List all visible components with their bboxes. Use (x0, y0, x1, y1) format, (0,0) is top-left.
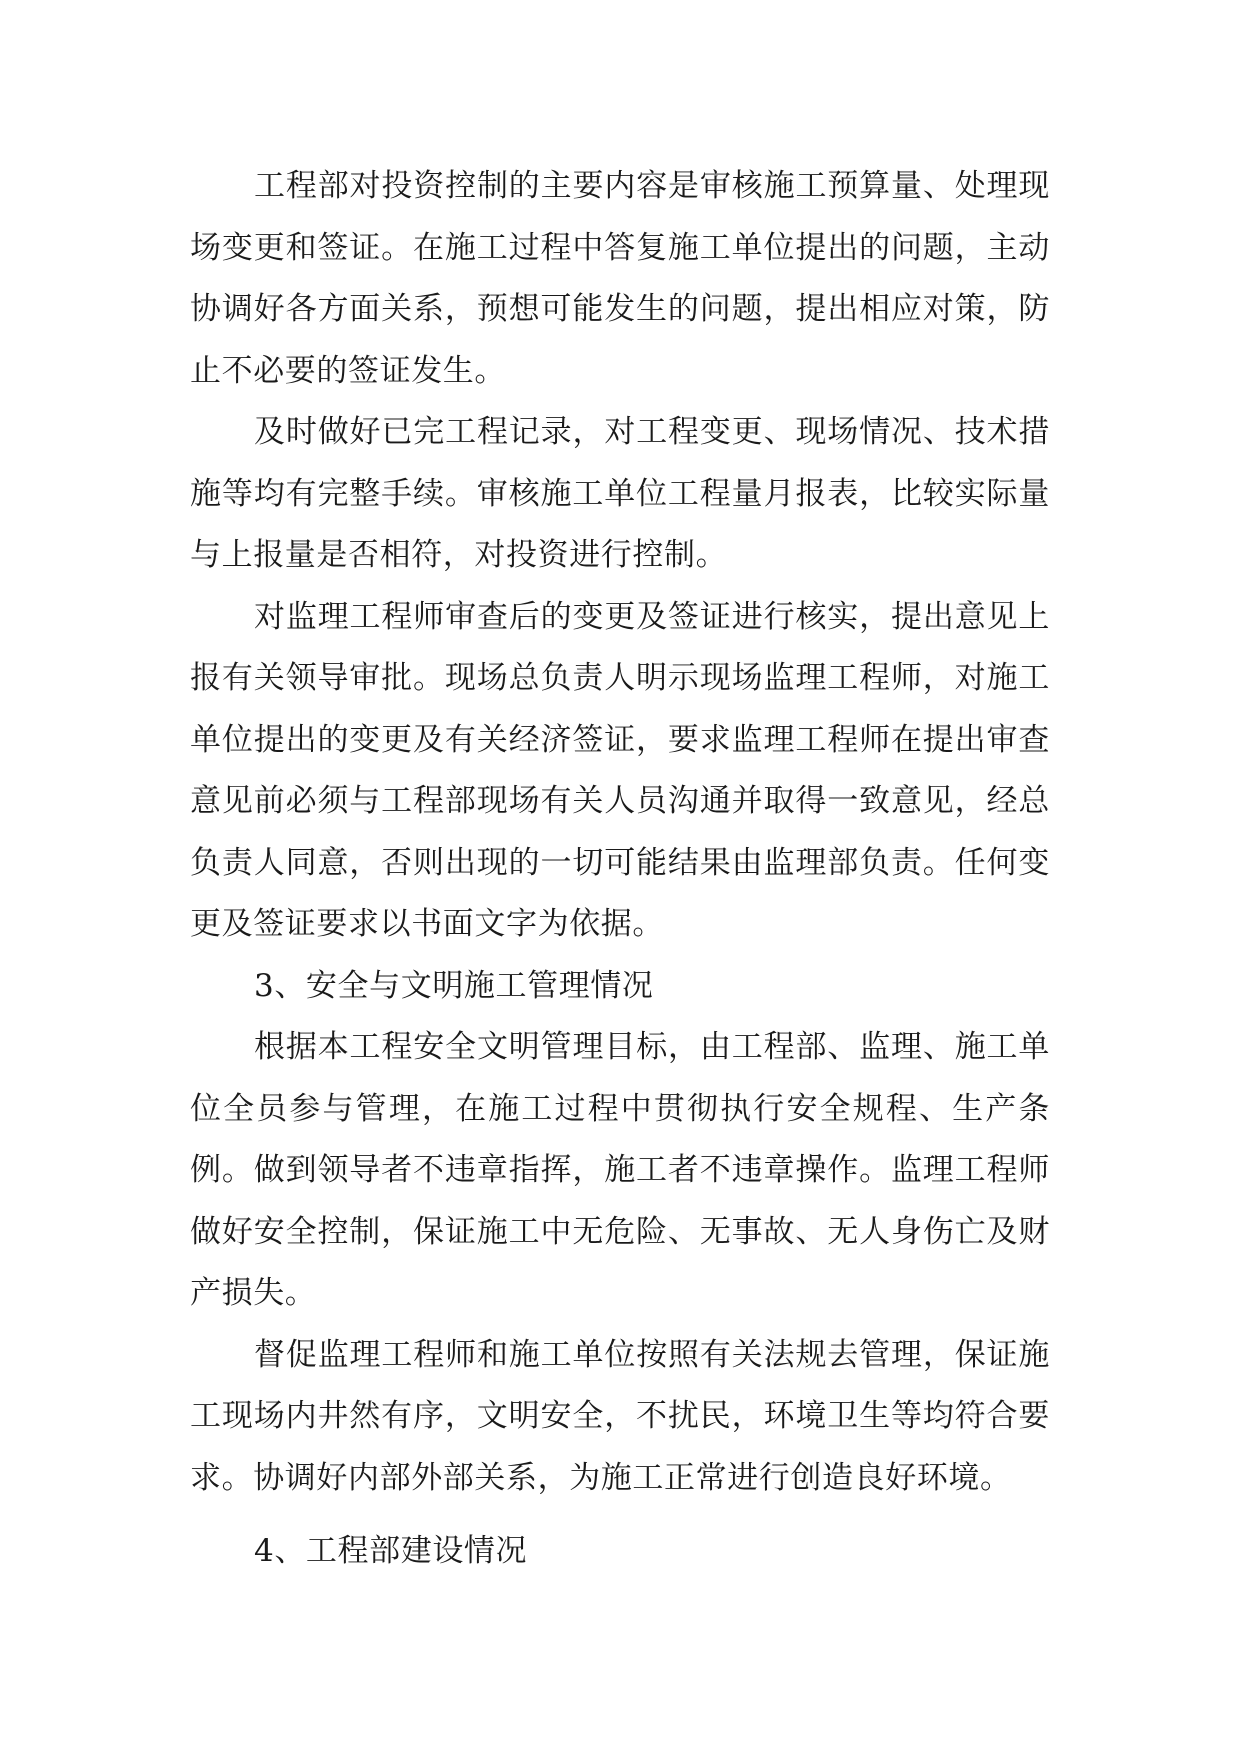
section-heading-3: 3、安全与文明施工管理情况 (254, 967, 654, 1004)
paragraph-safety-management: 根据本工程安全文明管理目标，由工程部、监理、施工单位全员参与管理，在施工过程中贯彻执行安全规程、生产条例。做到领导者不违章指挥，施工者不违章操作。监理工程师做好安全控制，保证施工中无危险、无事故、无人身伤亡及财产损失。 (190, 1029, 1050, 1311)
section-heading-4: 4、工程部建设情况 (254, 1533, 528, 1569)
paragraph-change-verification: 对监理工程师审查后的变更及签证进行核实，提出意见上报有关领导审批。现场总负责人明示现场监理工程师，对施工单位提出的变更及有关经济签证，要求监理工程师在提出审查意见前必须与工程部现场有关人员沟通并取得一致意见，经总负责人同意，否则出现的一切可能结果由监理部负责。任何变更及签证要求以书面文字为依据。 (190, 598, 1050, 942)
paragraph-site-order: 督促监理工程师和施工单位按照有关法规去管理，保证施工现场内井然有序，文明安全，不扰民，环境卫生等均符合要求。协调好内部外部关系，为施工正常进行创造良好环境。 (190, 1336, 1050, 1496)
paragraph-completed-work-records: 及时做好已完工程记录，对工程变更、现场情况、技术措施等均有完整手续。审核施工单位工程量月报表，比较实际量与上报量是否相符，对投资进行控制。 (190, 414, 1050, 573)
document-body (190, 156, 1050, 1583)
paragraph-investment-control: 工程部对投资控制的主要内容是审核施工预算量、处理现场变更和签证。在施工过程中答复施工单位提出的问题，主动协调好各方面关系，预想可能发生的问题，提出相应对策，防止不必要的签证发生。 (190, 168, 1050, 389)
